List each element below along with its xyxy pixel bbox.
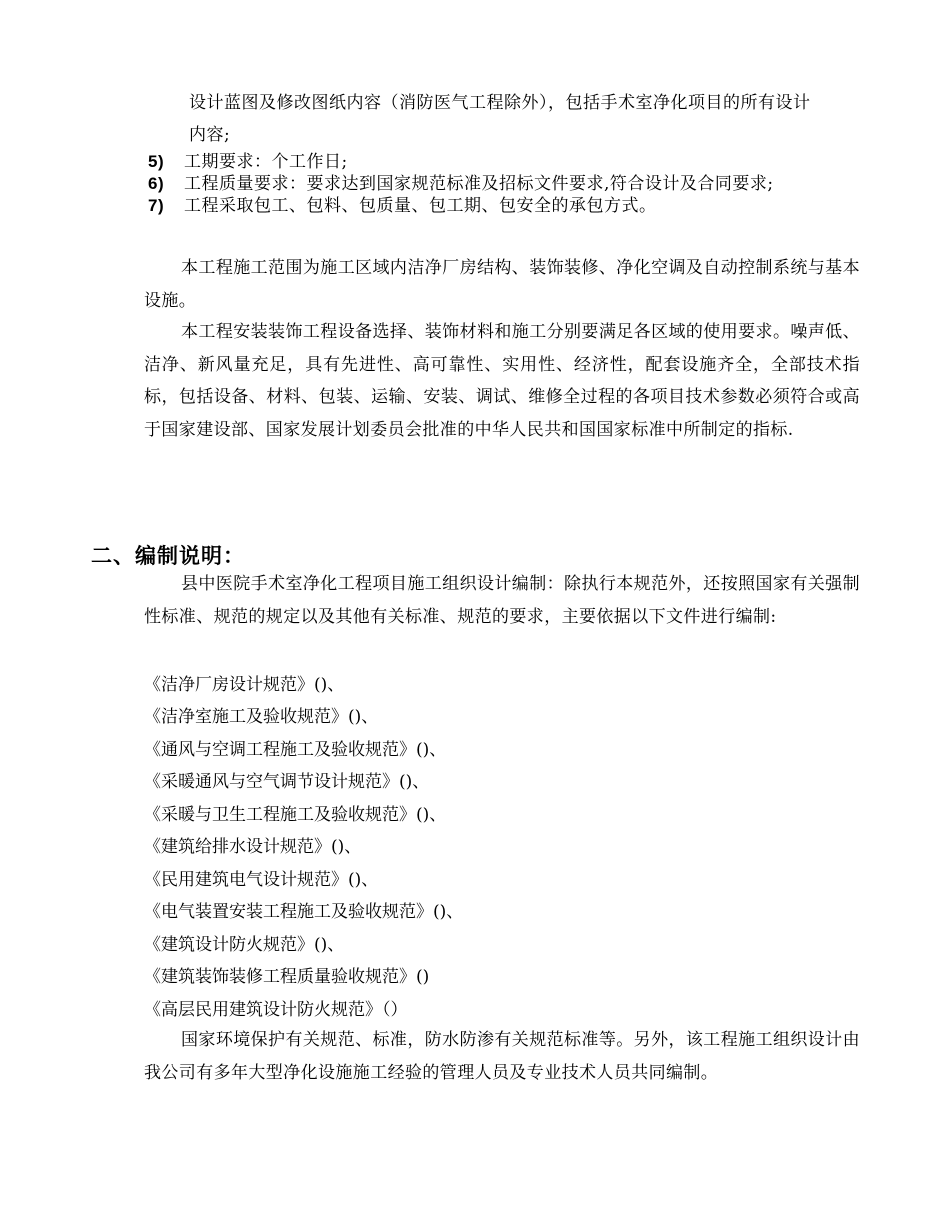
reference-item: 《洁净室施工及验收规范》()、: [144, 707, 379, 727]
list-item-number: 6): [148, 174, 165, 193]
reference-item: 《建筑给排水设计规范》()、: [144, 837, 362, 857]
continued-text-line: 设计蓝图及修改图纸内容（消防医气工程除外），包括手术室净化项目的所有设计: [189, 93, 811, 113]
reference-item: 《民用建筑电气设计规范》()、: [144, 870, 379, 890]
section-intro-paragraph: 县中医院手术室净化工程项目施工组织设计编制：除执行本规范外，还按照国家有关强制性标准、规范的规定以及其他有关标准、规范的要求，主要依据以下文件进行编制:: [144, 574, 860, 627]
scope-paragraph: 本工程施工范围为施工区域内洁净厂房结构、装饰装修、净化空调及自动控制系统与基本设施。: [144, 258, 860, 311]
list-item-number: 5): [148, 152, 165, 171]
continued-text-line: 内容;: [189, 125, 231, 145]
reference-item: 《采暖与卫生工程施工及验收规范》()、: [144, 805, 447, 825]
list-item-text: 工程采取包工、包料、包质量、包工期、包安全的承包方式。: [184, 196, 657, 216]
reference-item: 《通风与空调工程施工及验收规范》()、: [144, 740, 447, 760]
closing-paragraph: 国家环境保护有关规范、标准，防水防渗有关规范标准等。另外，该工程施工组织设计由我公司有多年大型净化设施施工经验的管理人员及专业技术人员共同编制。: [144, 1030, 860, 1083]
reference-item: 《建筑设计防火规范》()、: [144, 935, 345, 955]
list-item-text: 工程质量要求：要求达到国家规范标准及招标文件要求,符合设计及合同要求;: [184, 174, 774, 194]
list-item: [148, 193, 657, 219]
reference-item: 《建筑装饰装修工程质量验收规范》(): [144, 967, 430, 987]
reference-item: 《采暖通风与空气调节设计规范》()、: [144, 772, 430, 792]
requirements-paragraph: 本工程安装装饰工程设备选择、装饰材料和施工分别要满足各区域的使用要求。噪声低、洁净、新风量充足，具有先进性、高可靠性、实用性、经济性，配套设施齐全，全部技术指标，包括设备、材料、包装、运输、安装、调试、维修全过程的各项目技术参数必须符合或高于国家建设部、国家发展计划委员会批准的中华人民共和国国家标准中所制定的指标.: [144, 322, 860, 440]
list-item-number: 7): [148, 196, 165, 215]
section-heading: 二、编制说明：: [91, 544, 245, 568]
reference-item: 《洁净厂房设计规范》()、: [144, 675, 345, 695]
list-item-text: 工期要求：个工作日;: [184, 152, 348, 172]
reference-item: 《高层民用建筑设计防火规范》（）: [144, 1000, 408, 1020]
reference-item: 《电气装置安装工程施工及验收规范》()、: [144, 902, 464, 922]
